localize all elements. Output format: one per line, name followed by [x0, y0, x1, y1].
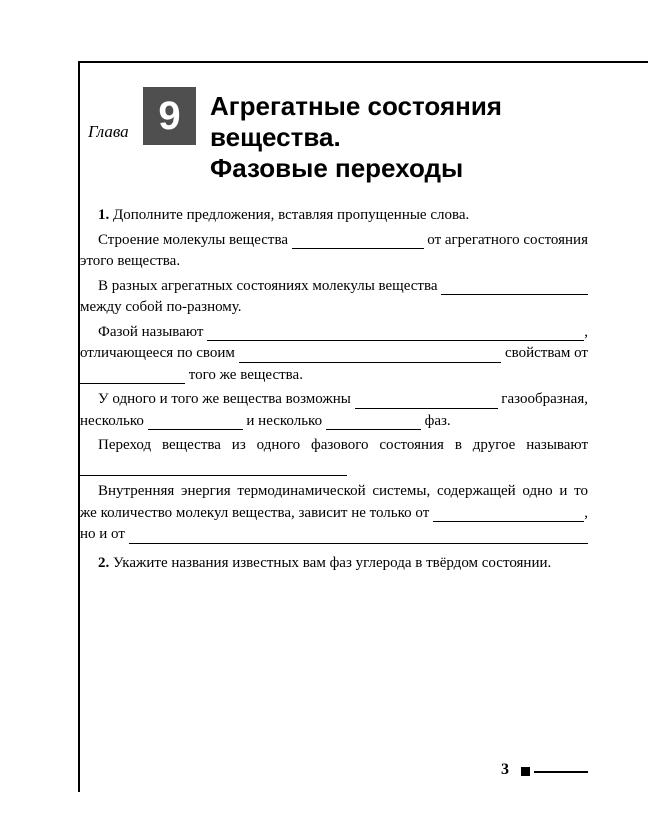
exercise-1-intro [80, 205, 588, 227]
sentence-line [80, 481, 588, 503]
fill-in-blank [433, 518, 584, 522]
sentence-line [80, 251, 588, 273]
text-run: Переход вещества из одного фазового состояния в другое называют [98, 437, 588, 453]
text-run: несколько [80, 412, 148, 429]
sentence-line [80, 297, 588, 319]
fill-in-blank [239, 359, 502, 363]
fill-in-blank [326, 426, 421, 430]
chapter-title-line-2: вещества. [210, 122, 341, 152]
sentence-line [80, 365, 588, 387]
exercise-content [80, 205, 588, 574]
text-run: и несколько [242, 412, 326, 429]
sentence-line [80, 503, 588, 525]
chapter-number: 9 [158, 93, 181, 138]
exercise-2-text: Укажите названия известных вам фаз углерода в твёрдом состоянии. [109, 554, 552, 571]
text-run: но и от [80, 526, 129, 542]
page-number: 3 [501, 761, 509, 778]
text-run: , [584, 504, 588, 521]
text-run: У одного и того же вещества возможны [98, 391, 355, 407]
text-run: Фазой называют [98, 323, 208, 340]
sentence-line [80, 343, 588, 365]
exercise-1-number: 1. [98, 207, 110, 223]
chapter-title-line-3: Фазовые переходы [210, 153, 464, 183]
fill-in-blank [148, 426, 243, 430]
sentence-line [80, 524, 588, 546]
chapter-label: Глава [88, 122, 129, 141]
sentence-line [80, 389, 588, 411]
sentence-line [80, 411, 588, 433]
text-run: отличающееся по своим [80, 345, 239, 361]
text-run: Внутренняя энергия термодинамической системы, содержащей одно и то [98, 483, 588, 499]
text-run: того же вещества. [185, 366, 303, 383]
fill-in-blank [292, 245, 424, 249]
text-run: газообразная, [497, 391, 588, 407]
text-run: же количество молекул вещества, зависит не только от [80, 504, 433, 521]
exercise-1-text: Дополните предложения, вставляя пропущенные слова. [109, 207, 470, 223]
fill-in-blank [80, 380, 185, 384]
exercise-2-number: 2. [98, 554, 110, 571]
frame-top-rule [78, 61, 648, 63]
sentence-line [80, 322, 588, 344]
fill-in-blank [129, 540, 588, 544]
fill-in-blank [80, 472, 347, 476]
chapter-number-box [143, 87, 196, 145]
text-run: Строение молекулы вещества [98, 231, 292, 248]
sentence-line [80, 457, 588, 479]
text-run: , [584, 323, 588, 340]
chapter-title-line-1: Агрегатные состояния [210, 91, 502, 121]
fill-in-blank [355, 405, 498, 409]
text-run: от агрегатного состояния [423, 231, 588, 248]
footer-rule [534, 771, 588, 773]
fill-in-blank [441, 291, 588, 295]
sentence-line [80, 435, 588, 457]
footer-square-icon [521, 767, 530, 776]
fill-in-blank [207, 337, 584, 341]
text-run: В разных агрегатных состояниях молекулы вещества [98, 277, 442, 294]
text-run: этого вещества. [80, 253, 181, 269]
text-run: между собой по-разному. [80, 299, 242, 315]
sentence-line [80, 276, 588, 298]
sentence-line [80, 230, 588, 252]
text-run: свойствам от [501, 345, 588, 361]
exercise-2-intro [80, 553, 588, 575]
chapter-title [210, 91, 502, 184]
text-run: фаз. [420, 412, 451, 429]
